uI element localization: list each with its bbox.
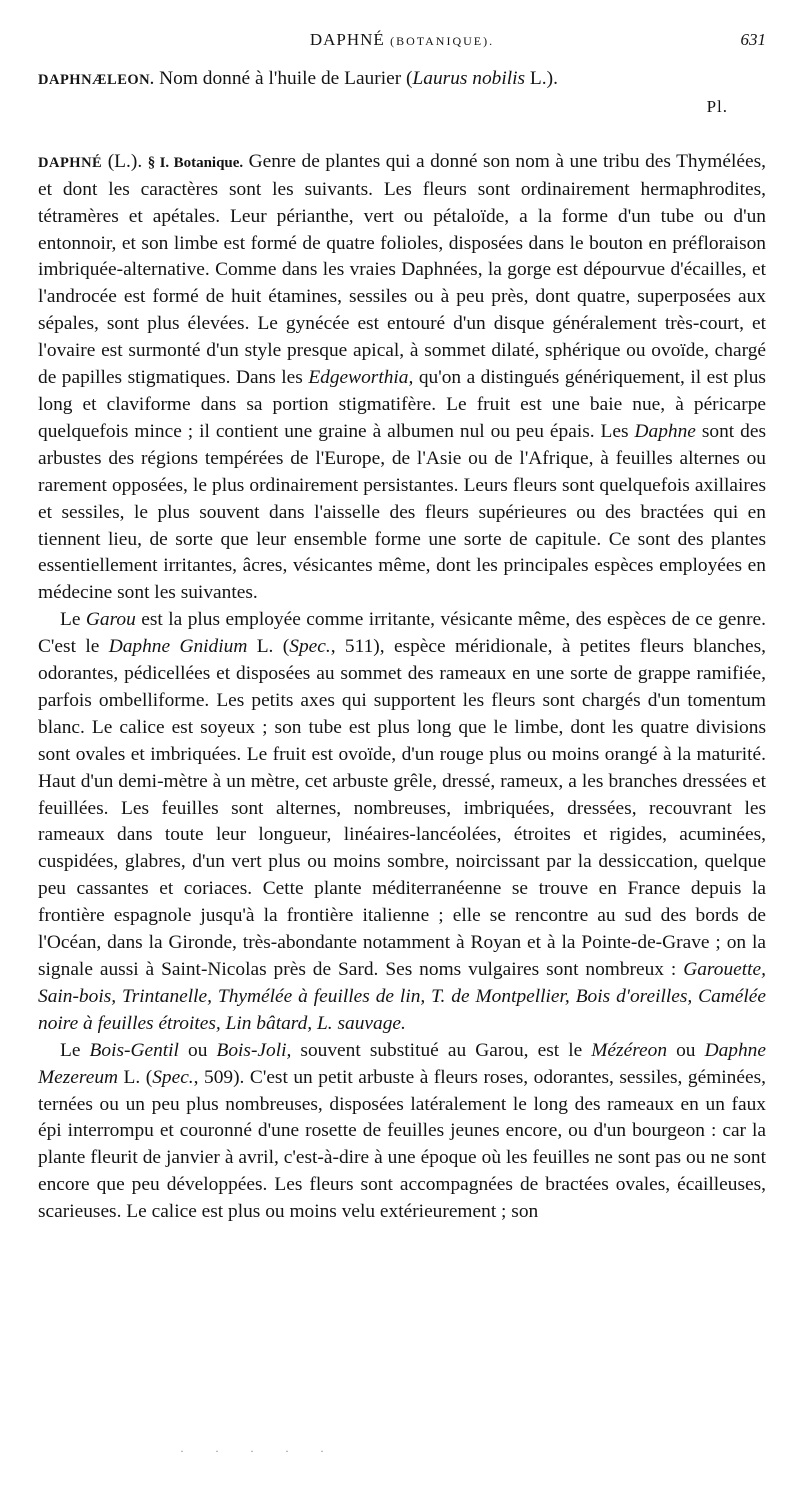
p3-text-d: ou	[667, 1039, 705, 1061]
p3-italic-mezereon: Mézéreon	[591, 1039, 668, 1061]
entry-daphne	[38, 149, 766, 1226]
page	[38, 26, 766, 1226]
p3-text-f: , 509). C'est un petit arbuste à fleurs roses, odorantes, sessiles, géminées, ternées ou un peu plus nombreuses, disposées latéralement le long des rameaux en un faux épi interrompu et couronné d'une rosette de feuilles jeunes encore, ou d'un bourgeon : car la plante fleurit de janvier à avril, c'est-à-dire à une époque où les feuilles ne sont pas ou ne sont encore que peu développées. Les fleurs sont accompagnées de bractées ovales, écailleuses, scarieuses. Le calice est plus ou moins velu extérieurement ; son	[38, 1066, 766, 1223]
p3-italic-bois-gentil: Bois-Gentil	[89, 1039, 179, 1061]
p2-text-a: Le	[60, 609, 86, 631]
p3-italic-bois-joli: Bois-Joli,	[216, 1039, 292, 1061]
running-head	[38, 26, 766, 56]
p1-italic-edgeworthia: Edgeworthia,	[308, 367, 414, 389]
paragraph-garou	[38, 607, 766, 1038]
p3-italic-spec: Spec.	[152, 1066, 194, 1088]
paragraph-genus-description	[38, 149, 766, 607]
p2-italic-garou: Garou	[85, 609, 136, 631]
p2-italic-gnidium: Daphne Gnidium	[108, 636, 248, 658]
p1-text-a: Genre de plantes qui a donné son nom à une tribu des Thymélées, et dont les caractères sont les suivants. Les fleurs sont ordinairement hermaphrodites, tétramères et apétales. Leur périanthe, vert ou pétaloïde, a la forme d'un tube ou d'un entonnoir, et son limbe est formé de quatre folioles, disposées dans le bouton en préfloraison imbriquée-alternative. Comme dans les vraies Daphnées, la gorge est dépourvue d'écailles, et l'androcée est formé de huit étamines, sessiles ou à peu près, dont quatre, superposées aux sépales, sont plus élevées. Le gynécée est entouré d'un disque généralement très-court, et l'ovaire est surmonté d'un style presque apical, à sommet dilaté, sphérique ou ovoïde, chargé de papilles stigmatiques. Dans les	[38, 150, 766, 389]
headword-daphnaeleon: DAPHNÆLEON.	[38, 72, 155, 88]
running-title-word: DAPHNÉ	[309, 30, 385, 49]
p2-italic-spec: Spec.	[289, 636, 331, 658]
daphne-author: (L.).	[102, 150, 148, 172]
author-signature	[38, 94, 766, 121]
p2-text-d: , 511), espèce méridionale, à petites fleurs blanches, odorantes, pédicellées et disposées au sommet des rameaux en une sorte de grappe ramifiée, parfois ombelliforme. Les petits axes qui supportent les fleurs sont chargés d'un tomentum blanc. Le calice est soyeux ; son tube est plus long que le limbe, dont les quatre divisions sont ovales et imbriquées. Le fruit est ovoïde, d'un rouge plus ou moins orangé à la maturité. Haut d'un demi-mètre à un mètre, cet arbuste grêle, dressé, rameux, a les branches dressées et feuillées. Les feuilles sont alternes, nombreuses, imbriquées, dressées, recouvrant les rameaux dans toute leur longueur, linéaires-lancéolées, étroites et rigides, acuminées, cuspidées, glabres, d'un vert plus ou moins sombre, noircissant par la dessiccation, quelque peu cassantes et coriaces. Cette plante méditerranéenne se trouve en France depuis la frontière espagnole jusqu'à la frontière italienne ; elle se rencontre au sud des bords de l'Océan, dans la Gironde, très-abondante notamment à Royan et à la Pointe-de-Grave ; on la signale aussi à Saint-Nicolas près de Sard. Ses noms vulgaires sont nombreux :	[38, 636, 767, 980]
p1-text-c: sont des arbustes des régions tempérées de l'Europe, de l'Asie ou de l'Afrique, à feuilles alternes ou rarement opposées, le plus ordinairement persistantes. Leurs fleurs sont quelquefois axillaires et sessiles, le plus souvent dans l'aisselle des fleurs supérieures ou des bractées qui en tiennent lieu, de sorte que leur ensemble forme une sorte de capitule. Ce sont des plantes essentiellement irritantes, âcres, vésicantes même, dont les principales espèces employées en médecine sont les suivantes.	[38, 420, 766, 604]
author-signature-text: Pl.	[706, 96, 728, 116]
page-number: 631	[740, 30, 766, 49]
daphnaeleon-text-1: Nom donné à l'huile de Laurier (	[154, 68, 413, 89]
p3-text-b: ou	[178, 1039, 217, 1061]
p3-italic-mezereum: Daphne Mezereum	[38, 1039, 766, 1088]
p1-text-b: qu'on a distingués génériquement, il est plus long et claviforme dans sa portion stigmatifère. Le fruit est une baie nue, à péricarpe quelquefois mince ; il contient une graine à albumen nul ou peu épais. Les	[38, 367, 766, 442]
headword-daphne: DAPHNÉ	[38, 154, 103, 171]
p2-text-b: est la plus employée comme irritante, vésicante même, des espèces de ce genre. C'est le	[38, 609, 766, 658]
p3-text-a: Le	[60, 1039, 90, 1061]
entry-daphnaeleon	[38, 66, 766, 121]
section-heading: § I. Botanique.	[147, 154, 244, 171]
p1-italic-daphne: Daphne	[634, 420, 696, 442]
p3-text-c: souvent substitué au Garou, est le	[291, 1039, 592, 1061]
daphnaeleon-text-2: L.).	[525, 68, 558, 89]
daphnaeleon-latin-name: Laurus nobilis	[412, 68, 526, 89]
running-title-subtitle: (BOTANIQUE).	[390, 34, 495, 48]
entry-daphnaeleon-text	[38, 66, 766, 94]
running-title	[38, 30, 766, 50]
p2-text-c: L. (	[247, 636, 290, 658]
p2-italic-vernacular-names: Garouette, Sain-bois, Trintanelle, Thymélée à feuilles de lin, T. de Montpellier, Bois d'oreilles, Camélée noire à feuilles étroites, Lin bâtard, L. sauvage.	[38, 959, 766, 1034]
print-speck-marks: · · · · ·	[180, 1444, 338, 1458]
paragraph-bois-gentil	[38, 1038, 766, 1226]
p3-text-e: L. (	[118, 1066, 153, 1088]
